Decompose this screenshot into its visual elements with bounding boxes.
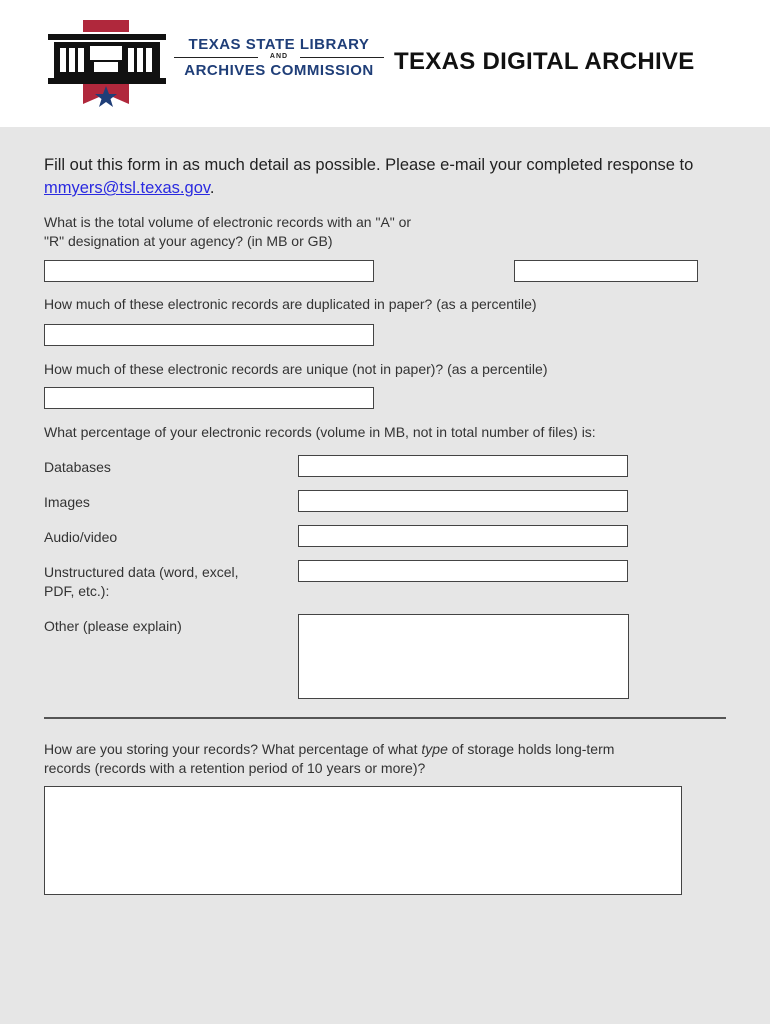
- email-link[interactable]: mmyers@tsl.texas.gov: [44, 179, 210, 197]
- audio-video-label: Audio/video: [44, 529, 118, 545]
- databases-field[interactable]: [298, 455, 628, 477]
- header: [0, 0, 770, 127]
- duplicated-field[interactable]: [44, 324, 374, 346]
- duplicated-label: How much of these electronic records are duplicated in paper? (as a percentile): [44, 296, 537, 312]
- audio-video-field[interactable]: [298, 525, 628, 547]
- unstructured-label-line2: PDF, etc.):: [44, 583, 110, 599]
- section-divider: [44, 717, 726, 719]
- storage-label-line2: records (records with a retention period of 10 years or more)?: [44, 760, 426, 776]
- total-volume-label-line1: What is the total volume of electronic records with an "A" or: [44, 214, 412, 230]
- total-volume-unit-field[interactable]: [514, 260, 698, 282]
- unstructured-label-line1: Unstructured data (word, excel,: [44, 564, 239, 580]
- storage-label-type: type: [421, 741, 448, 757]
- divider: [300, 57, 384, 58]
- intro-text-before: Fill out this form in as much detail as possible. Please e-mail your completed response to: [44, 156, 694, 174]
- organization-name: [172, 36, 386, 80]
- images-label: Images: [44, 494, 90, 510]
- tsl-logo-icon: [48, 20, 166, 110]
- unstructured-field[interactable]: [298, 560, 628, 582]
- intro-text: [44, 154, 734, 200]
- databases-label: Databases: [44, 459, 111, 475]
- images-field[interactable]: [298, 490, 628, 512]
- total-volume-label: [44, 213, 411, 251]
- intro-text-after: .: [209, 179, 215, 197]
- archive-title: TEXAS DIGITAL ARCHIVE: [394, 48, 695, 75]
- storage-label-line1: [44, 740, 614, 759]
- org-name-and: AND: [269, 53, 289, 60]
- storage-label: [44, 740, 614, 778]
- total-volume-field[interactable]: [44, 260, 374, 282]
- storage-textarea[interactable]: [44, 786, 682, 895]
- org-name-line1: TEXAS STATE LIBRARY: [188, 36, 370, 53]
- storage-label-part2: of storage holds long-term: [447, 741, 615, 757]
- unstructured-label: [44, 563, 239, 601]
- unique-label: How much of these electronic records are unique (not in paper)? (as a percentile): [44, 361, 548, 377]
- other-textarea[interactable]: [298, 614, 629, 699]
- unique-field[interactable]: [44, 387, 374, 409]
- total-volume-label-line2: "R" designation at your agency? (in MB or GB): [44, 233, 333, 249]
- percentage-label: What percentage of your electronic records (volume in MB, not in total number of files) is:: [44, 424, 596, 440]
- other-label: Other (please explain): [44, 618, 182, 634]
- org-name-line2: ARCHIVES COMMISSION: [184, 62, 374, 79]
- storage-label-part1: How are you storing your records? What percentage of what: [44, 741, 422, 757]
